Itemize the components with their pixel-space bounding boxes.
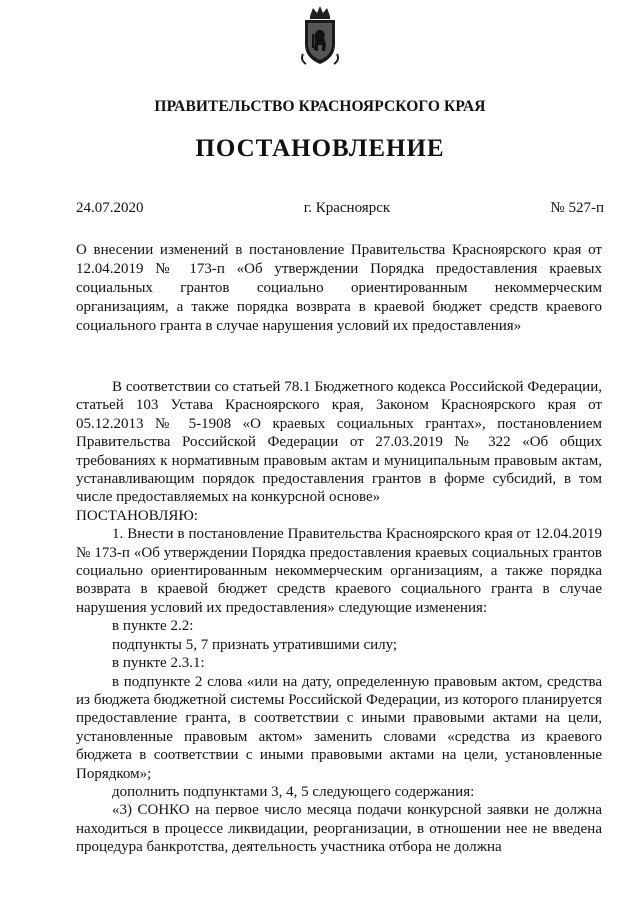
document-type-title: ПОСТАНОВЛЕНИЕ (195, 135, 445, 162)
item-1-paragraph: 1. Внести в постановление Правительства Красноярского края от 12.04.2019 № 173-п «Об утверждении Порядка предоставления краевых социальных грантов социально ориентированным некоммерческим организациям, а также порядка возврата в краевой бюджет средств краевого социального гранта в случае нарушения условий их предоставления» следующие изменения: (76, 526, 602, 616)
quote-3-paragraph: «3) СОНКО на первое число месяца подачи конкурсной заявки не должна находиться в процессе ликвидации, реорганизации, в отношении нее не введена процедура банкротства, деятельность участника отбора не должна (76, 802, 602, 856)
document-number: № 527-п (550, 200, 604, 216)
document-city: г. Красноярск (303, 200, 391, 216)
decree-word: ПОСТАНОВЛЯЮ: (76, 507, 198, 524)
preamble-paragraph: В соответствии со статьей 78.1 Бюджетного кодекса Российской Федерации, статьей 103 Устава Красноярского края, Законом Красноярского края от 05.12.2013 № 5-1908 «О краевых социальных грантах», постановлением Правительства Российской Федерации от 27.03.2019 № 322 «Об общих требованиях к нормативным правовым актам и муниципальным правовым актам, устанавливающим порядок предоставления грантов в форме субсидий, в том числе предоставляемых на конкурсной основе» (76, 379, 602, 506)
document-body (76, 378, 602, 857)
document-date: 24.07.2020 (76, 200, 144, 216)
point-2-2: в пункте 2.2: (112, 618, 194, 635)
subpoints-void: подпункты 5, 7 признать утратившими силу; (112, 636, 398, 653)
subpoint-2-paragraph: в подпункте 2 слова «или на дату, определенную правовым актом, средства из бюджета бюджетной системы Российской Федерации, из которого планируется предоставление гранта, в соответствии с иными правовыми актами на цели, установленные правовым актом» заменить словами «средства из краевого бюджета в соответствии с иными правовыми актами на цели, установленные Порядком»; (76, 673, 602, 782)
add-subpoints: дополнить подпунктами 3, 4, 5 следующего содержания: (112, 783, 475, 800)
document-subject: О внесении изменений в постановление Правительства Красноярского края от 12.04.2019 № 173-п «Об утверждении Порядка предоставления краевых социальных грантов социально ориентированным некоммерческим организациям, а также порядка возврата в краевой бюджет средств краевого социального гранта в случае нарушения условий их предоставления» (76, 242, 602, 334)
government-name: ПРАВИТЕЛЬСТВО КРАСНОЯРСКОГО КРАЯ (154, 98, 486, 115)
document-meta (76, 200, 604, 217)
point-2-3-1: в пункте 2.3.1: (112, 655, 205, 672)
coat-of-arms-icon (298, 4, 342, 68)
